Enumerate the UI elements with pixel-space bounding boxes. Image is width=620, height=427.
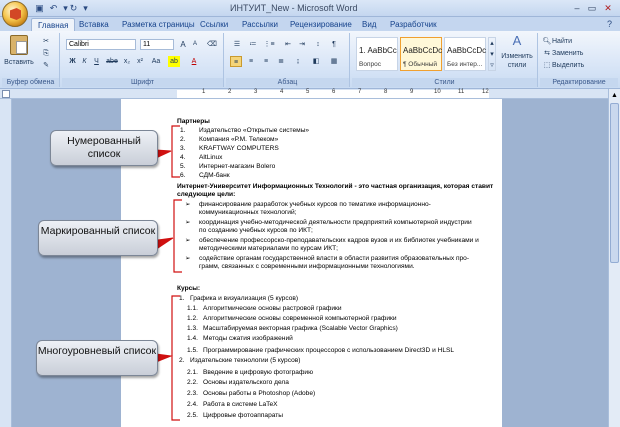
align-left-icon[interactable]: ≡ bbox=[230, 56, 242, 67]
show-marks-icon[interactable]: ¶ bbox=[332, 41, 336, 48]
list-item: содействие органам государственной власти в области развития образовательных про- bbox=[199, 255, 470, 262]
partners-heading: Партнеры bbox=[177, 118, 210, 125]
list-item: СДМ-банк bbox=[199, 172, 230, 179]
horizontal-ruler[interactable]: 1 2 3 4 5 6 7 8 9 10 11 12 bbox=[0, 89, 620, 99]
bullet-arrow-icon: ➢ bbox=[185, 237, 191, 244]
list-item: Методы сжатия изображений bbox=[203, 335, 293, 342]
shading-icon[interactable]: ◧ bbox=[312, 58, 320, 65]
superscript-icon[interactable]: x² bbox=[137, 58, 143, 65]
list-item: коммуникационных технологий; bbox=[199, 209, 297, 216]
list-item: по созданию учебных курсов по ИКТ; bbox=[199, 227, 313, 234]
tab-page-layout[interactable]: Разметка страницы bbox=[122, 20, 195, 29]
tab-mailings[interactable]: Рассылки bbox=[242, 20, 278, 29]
replace-icon: ⇆ bbox=[544, 50, 550, 57]
italic-icon[interactable]: К bbox=[82, 58, 87, 65]
style-question[interactable] bbox=[356, 37, 398, 71]
subscript-icon[interactable]: x₂ bbox=[123, 58, 131, 65]
highlight-icon[interactable]: ab bbox=[168, 56, 180, 67]
replace-button[interactable]: Заменить bbox=[552, 50, 584, 57]
redo-icon[interactable]: ↻ bbox=[69, 3, 78, 13]
tab-references[interactable]: Ссылки bbox=[200, 20, 229, 29]
numbered-list-callout: Нумерованный список bbox=[50, 130, 158, 166]
font-group bbox=[62, 33, 224, 87]
font-family-select[interactable]: Calibri bbox=[66, 39, 136, 50]
align-right-icon[interactable]: ≡ bbox=[263, 58, 269, 65]
courses-heading: Курсы: bbox=[177, 285, 201, 292]
find-button[interactable]: Найти bbox=[552, 38, 572, 45]
vertical-ruler[interactable] bbox=[0, 99, 12, 427]
line-spacing-icon[interactable]: ↨ bbox=[296, 58, 300, 65]
undo-icon[interactable]: ↶ bbox=[49, 3, 58, 13]
list-number: 2.5. bbox=[187, 412, 198, 419]
styles-group bbox=[352, 33, 538, 87]
borders-icon[interactable]: ▦ bbox=[330, 58, 338, 65]
list-number: 6. bbox=[180, 172, 186, 179]
shrink-font-icon[interactable]: A bbox=[192, 41, 197, 47]
scroll-up-icon[interactable]: ▲ bbox=[611, 92, 618, 99]
list-number: 1.2. bbox=[187, 315, 198, 322]
bullet-arrow-icon: ➢ bbox=[185, 201, 191, 208]
list-number: 2.4. bbox=[187, 401, 198, 408]
list-item: Основы издательского дела bbox=[203, 379, 289, 386]
multilevel-list-icon[interactable]: ⋮≡ bbox=[263, 41, 275, 48]
paste-button[interactable]: Вставить bbox=[4, 59, 34, 66]
list-item: Компания «Р.М. Телеком» bbox=[199, 136, 279, 143]
tab-selector-icon[interactable] bbox=[2, 90, 10, 98]
font-color-icon[interactable]: A bbox=[191, 58, 197, 65]
change-case-icon[interactable]: Aa bbox=[151, 58, 161, 65]
list-number: 2.2. bbox=[187, 379, 198, 386]
list-number: 2. bbox=[180, 136, 186, 143]
list-item: Основы работы в Photoshop (Adobe) bbox=[203, 390, 316, 397]
list-number: 2. bbox=[179, 357, 185, 364]
list-item: обеспечение профессорско-преподавательских кадров вузов и их библиотек учебниками и bbox=[199, 237, 479, 244]
style-name: ¶ Обычный bbox=[403, 61, 438, 68]
clear-formatting-icon[interactable]: ⌫ bbox=[207, 41, 217, 48]
list-number: 4. bbox=[180, 154, 186, 161]
bold-icon[interactable]: Ж bbox=[69, 58, 76, 65]
paste-icon[interactable] bbox=[10, 35, 28, 55]
window-title: ИНТУИТ_New - Microsoft Word bbox=[230, 3, 358, 13]
save-icon[interactable]: ▣ bbox=[35, 3, 44, 13]
vertical-scrollbar[interactable] bbox=[608, 89, 620, 427]
list-number: 3. bbox=[180, 145, 186, 152]
scroll-thumb[interactable] bbox=[610, 103, 619, 263]
select-button[interactable]: Выделить bbox=[552, 62, 585, 69]
style-name: Без интер... bbox=[447, 61, 483, 68]
office-button[interactable] bbox=[2, 1, 28, 27]
bullet-arrow-icon: ➢ bbox=[185, 255, 191, 262]
cut-icon[interactable]: ✂ bbox=[43, 38, 49, 45]
quick-access-customize-icon[interactable]: ▾ bbox=[83, 3, 88, 13]
list-number: 1.3. bbox=[187, 325, 198, 332]
change-styles-button[interactable]: Изменить стили bbox=[501, 53, 533, 69]
bullet-arrow-icon: ➢ bbox=[185, 219, 191, 226]
list-item: Издательские технологии (5 курсов) bbox=[190, 357, 301, 364]
list-item: координация учебно-методической деятельности предприятий компьютерной индустрии bbox=[199, 219, 472, 226]
list-item: Введение в цифровую фотографию bbox=[203, 369, 314, 376]
help-icon[interactable]: ? bbox=[606, 19, 612, 29]
document-page[interactable] bbox=[121, 99, 502, 427]
list-item: Алгоритмические основы растровой графики bbox=[203, 305, 342, 312]
copy-icon[interactable]: ⎘ bbox=[43, 50, 49, 57]
font-group-label: Шрифт bbox=[62, 78, 223, 87]
list-number: 1.5. bbox=[187, 347, 198, 354]
multilevel-list-callout: Многоуровневый список bbox=[36, 340, 158, 376]
grow-font-icon[interactable]: A bbox=[180, 40, 186, 49]
list-number: 2.1. bbox=[187, 369, 198, 376]
list-item: Издательство «Открытые системы» bbox=[199, 127, 310, 134]
list-number: 1. bbox=[180, 127, 186, 134]
list-item: Графика и визуализация (5 курсов) bbox=[190, 295, 299, 302]
list-item: Работа в системе LaTeX bbox=[203, 401, 278, 408]
change-styles-icon[interactable]: A bbox=[512, 33, 522, 48]
clipboard-group bbox=[2, 33, 60, 87]
align-center-icon[interactable]: ≡ bbox=[248, 58, 254, 65]
select-icon: ⬚ bbox=[543, 62, 551, 69]
list-item: KRAFTWAY COMPUTERS bbox=[199, 145, 279, 152]
ribbon bbox=[0, 31, 620, 89]
minimize-icon[interactable]: – bbox=[574, 3, 580, 13]
undo-dropdown-icon[interactable]: ▾ bbox=[63, 3, 68, 13]
find-icon: 🔍︎ bbox=[542, 38, 552, 45]
editing-group bbox=[540, 33, 618, 87]
title-bar bbox=[0, 0, 620, 17]
list-number: 1. bbox=[179, 295, 185, 302]
format-painter-icon[interactable]: ✎ bbox=[43, 62, 49, 69]
clipboard-group-label: Буфер обмена bbox=[2, 78, 59, 87]
tab-insert[interactable]: Вставка bbox=[79, 20, 109, 29]
tab-home[interactable]: Главная bbox=[31, 18, 75, 31]
style-sample: AaBbCcDc bbox=[447, 46, 487, 55]
tab-developer[interactable]: Разработчик bbox=[390, 20, 437, 29]
decrease-indent-icon[interactable]: ⇤ bbox=[285, 41, 291, 48]
list-item: Программирование графических процессоров с использованием Direct3D и HLSL bbox=[203, 347, 455, 354]
list-item: Интернет-магазин Bolero bbox=[199, 163, 276, 170]
style-name: Вопрос bbox=[359, 61, 381, 68]
underline-icon[interactable]: Ч bbox=[94, 58, 99, 65]
list-item: AltLinux bbox=[199, 154, 223, 161]
style-normal[interactable] bbox=[400, 37, 442, 71]
style-no-spacing[interactable] bbox=[444, 37, 486, 71]
list-item: Алгоритмические основы современной компьютерной графики bbox=[203, 315, 397, 322]
office-logo-icon bbox=[10, 8, 21, 20]
intro-text: Интернет-Университет Информационных Технологий - это частная организация, которая ставит bbox=[177, 183, 494, 190]
list-item: грамм, связанных с современными информационными технологиями. bbox=[199, 263, 415, 270]
maximize-icon[interactable]: ▭ bbox=[587, 3, 597, 13]
intro-text: следующие цели: bbox=[177, 191, 236, 198]
style-sample: 1. AaBbCc bbox=[359, 46, 397, 55]
ribbon-tabs bbox=[0, 17, 620, 31]
paragraph-group bbox=[226, 33, 350, 87]
styles-group-label: Стили bbox=[352, 78, 537, 87]
sort-icon[interactable]: ↕ bbox=[316, 41, 320, 48]
close-icon[interactable]: ✕ bbox=[604, 3, 612, 13]
list-item: финансирование разработок учебных курсов по тематике информационно- bbox=[199, 201, 431, 208]
paragraph-group-label: Абзац bbox=[226, 78, 349, 87]
style-sample: AaBbCcDc bbox=[403, 46, 443, 55]
list-item: Масштабируемая векторная графика (Scalable Vector Graphics) bbox=[203, 325, 398, 332]
list-item: методическими материалами по курсам ИКТ; bbox=[199, 245, 338, 252]
tab-view[interactable]: Вид bbox=[362, 20, 377, 29]
increase-indent-icon[interactable]: ⇥ bbox=[299, 41, 305, 48]
list-item: Цифровые фотоаппараты bbox=[203, 412, 284, 419]
bulleted-list-callout: Маркированный список bbox=[38, 220, 158, 256]
editing-group-label: Редактирование bbox=[540, 78, 618, 87]
font-size-select[interactable]: 11 bbox=[140, 39, 174, 50]
list-number: 1.1. bbox=[187, 305, 198, 312]
list-number: 5. bbox=[180, 163, 186, 170]
list-number: 2.3. bbox=[187, 390, 198, 397]
strikethrough-icon[interactable]: abe bbox=[106, 58, 118, 65]
numbering-icon[interactable]: ≔ bbox=[249, 41, 257, 48]
justify-icon[interactable]: ≣ bbox=[278, 58, 284, 65]
styles-scroll[interactable]: ▴ ▾ ▿ bbox=[488, 37, 496, 71]
bullets-icon[interactable]: ☰ bbox=[233, 41, 241, 48]
tab-review[interactable]: Рецензирование bbox=[290, 20, 352, 29]
list-number: 1.4. bbox=[187, 335, 198, 342]
